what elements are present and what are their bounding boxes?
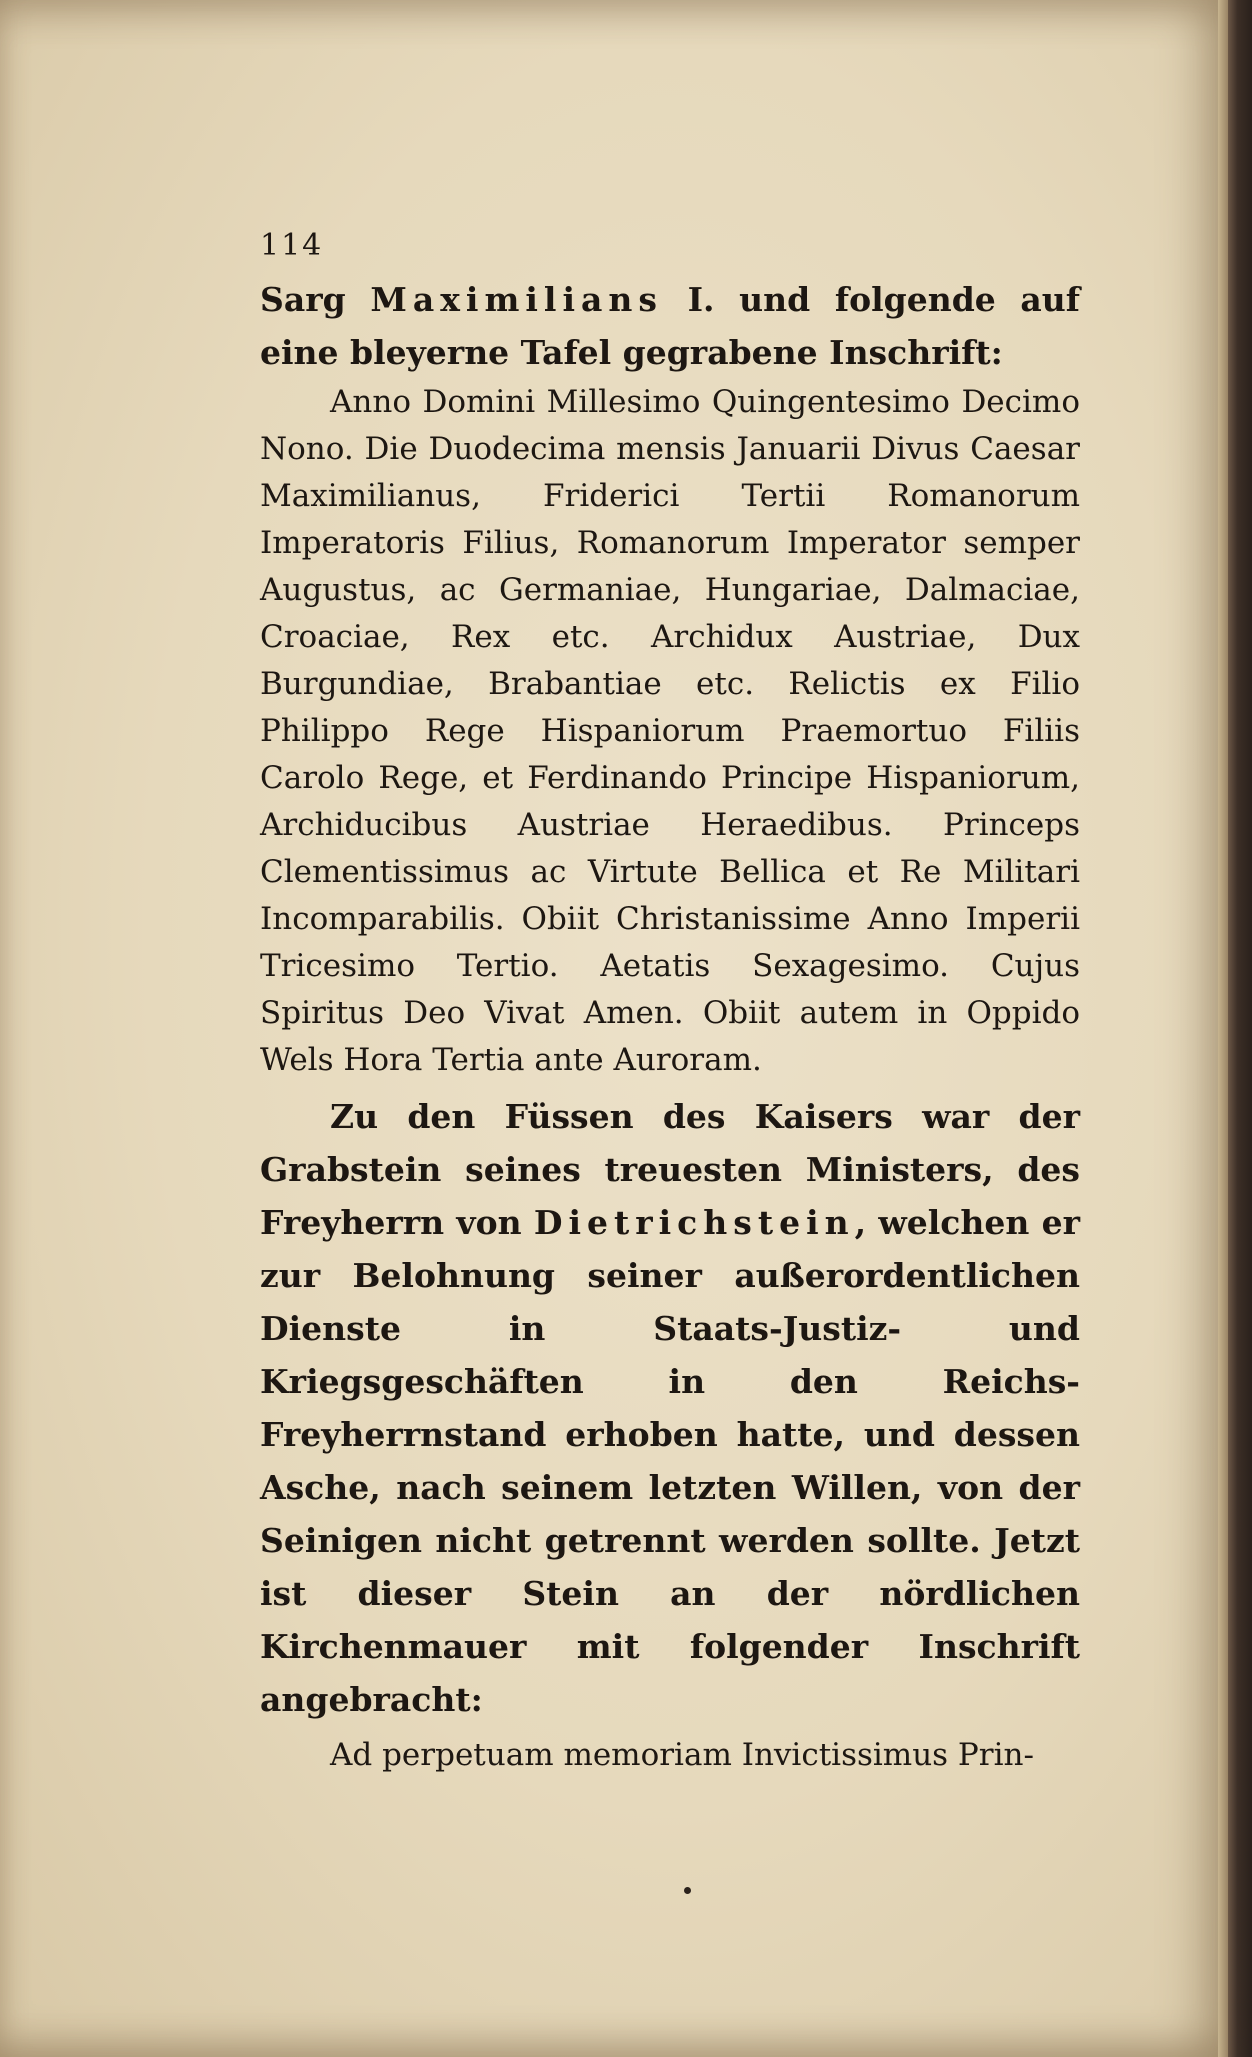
- gravestone-start: Zu den Füssen des Kaisers war der Grabstein seines treuesten Ministers, des Freyherrn von: [260, 1097, 1080, 1242]
- latin-inscription-1: Anno Domini Millesimo Quingentesimo Decimo Nono. Die Duodecima mensis Januarii Divus Caesar Maximilianus, Friderici Tertii Romanorum Imperatoris Filius, Romanorum Imperator semper Augustus, ac Germaniae, Hungariae, Dalmaciae, Croaciae, Rex etc. Archidux Austriae, Dux Burgundiae, Brabantiae etc. Relictis ex Filio Philippo Rege Hispaniorum Praemortuo Filiis Carolo Rege, et Ferdinando Principe Hispaniorum, Archiducibus Austriae Heraedibus. Princeps Clementissimus ac Virtute Bellica et Re Militari Incomparabilis. Obiit Christanissime Anno Imperii Tricesimo Tertio. Aetatis Sexagesimo. Cujus Spiritus Deo Vivat Amen. Obiit autem in Oppido Wels Hora Tertia ante Auroram.: [260, 384, 1080, 1078]
- paragraph-gravestone: [260, 1090, 1080, 1726]
- book-binding-edge: [1228, 0, 1252, 2057]
- paragraph-intro: [260, 273, 1080, 379]
- intro-end: I. und folgende auf eine: [260, 280, 1080, 372]
- page-number: 114: [260, 228, 324, 263]
- name-dietrichstein: Dietrichstein: [533, 1203, 855, 1242]
- page-text: [260, 228, 1080, 1779]
- gravestone-end: , welchen er zur Belohnung seiner außerordentlichen Dienste in Staats-Justiz- und Kriegsgeschäften in den Reichs-Freyherrnstand erhoben hatte, und dessen Asche, nach seinem letzten Willen, von der Seinigen nicht getrennt werden sollte. Jetzt ist dieser Stein an der nördlichen Kirchenmauer mit folgender Inschrift angebracht:: [260, 1203, 1080, 1719]
- intro-line2: bleyerne Tafel gegrabene Inschrift:: [350, 333, 1003, 372]
- page-edge: [1218, 0, 1228, 2057]
- latin-inscription-2: Ad perpetuam memoriam Invictissimus Prin-: [330, 1737, 1034, 1773]
- intro-start: Sarg: [260, 280, 346, 319]
- name-maximilian: Maximilians: [370, 280, 663, 319]
- ink-speck: [684, 1887, 691, 1894]
